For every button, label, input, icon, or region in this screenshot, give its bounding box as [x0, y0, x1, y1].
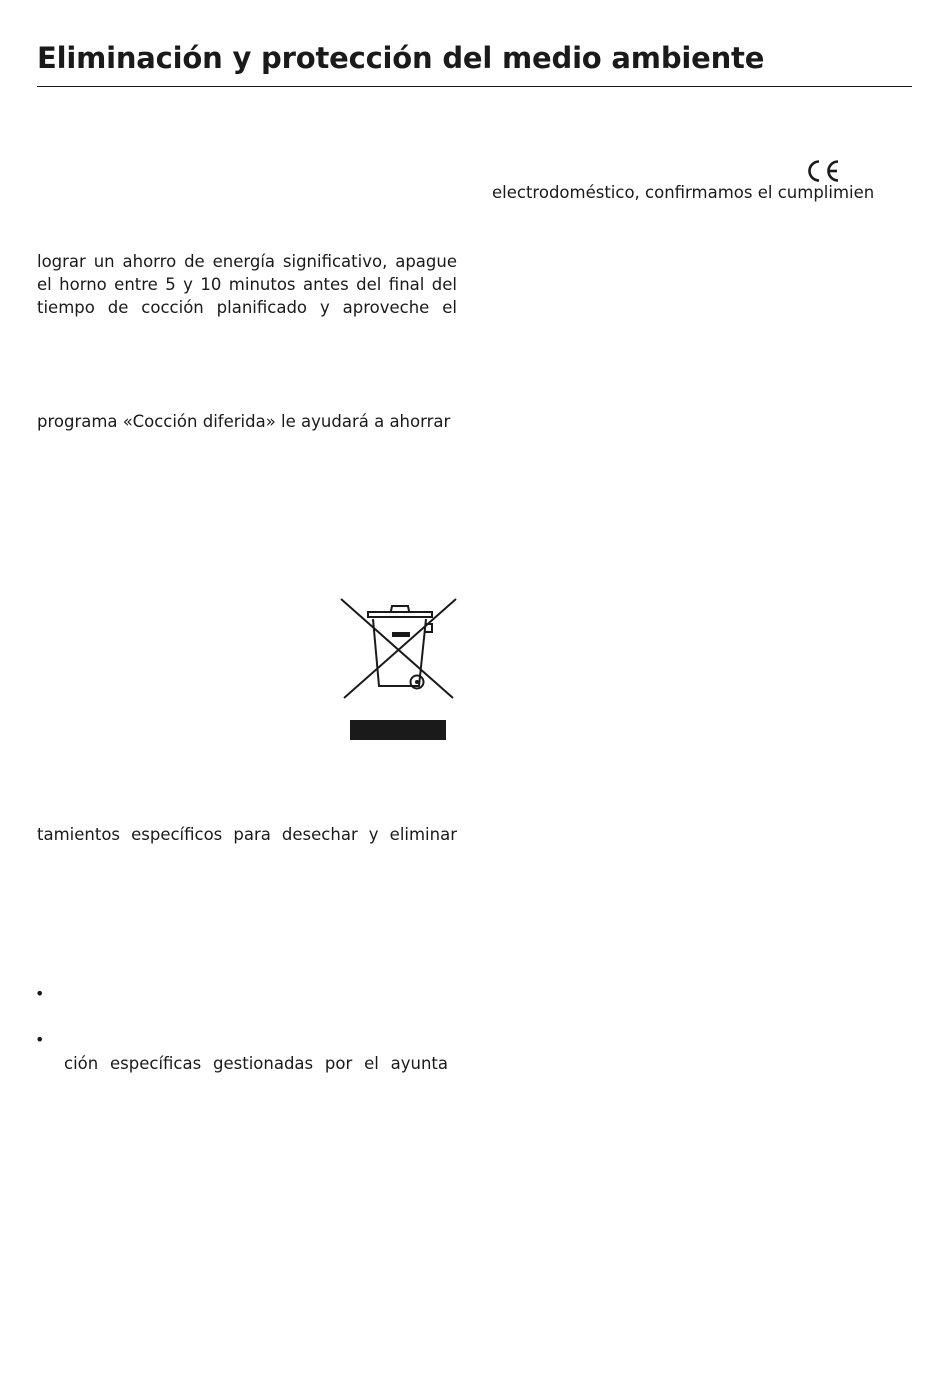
energy-line-1: lograr un ahorro de energía significativo, apague [37, 252, 457, 271]
energy-line-3: tiempo de cocción planificado y aproveche el [37, 298, 457, 317]
crossed-out-wheelie-bin-icon [338, 596, 460, 744]
bullet-1-symbol: • [35, 984, 45, 1003]
energy-saving-paragraph [37, 250, 457, 319]
bullet-2-text [64, 1052, 448, 1075]
treatment-paragraph [37, 823, 457, 846]
energy-line-2: el horno entre 5 y 10 minutos antes del final del [37, 275, 457, 294]
title-divider [37, 86, 912, 87]
bullet-2-line: ción específicas gestionadas por el ayunta [64, 1054, 448, 1073]
bullet-2-symbol: • [35, 1030, 45, 1049]
right-column-line: electrodoméstico, confirmamos el cumplimien [492, 183, 875, 202]
treatment-line: tamientos específicos para desechar y eliminar [37, 825, 457, 844]
delayed-cooking-line: programa «Cocción diferida» le ayudará a ahorrar [37, 412, 451, 431]
page-title: Eliminación y protección del medio ambiente [37, 41, 765, 75]
